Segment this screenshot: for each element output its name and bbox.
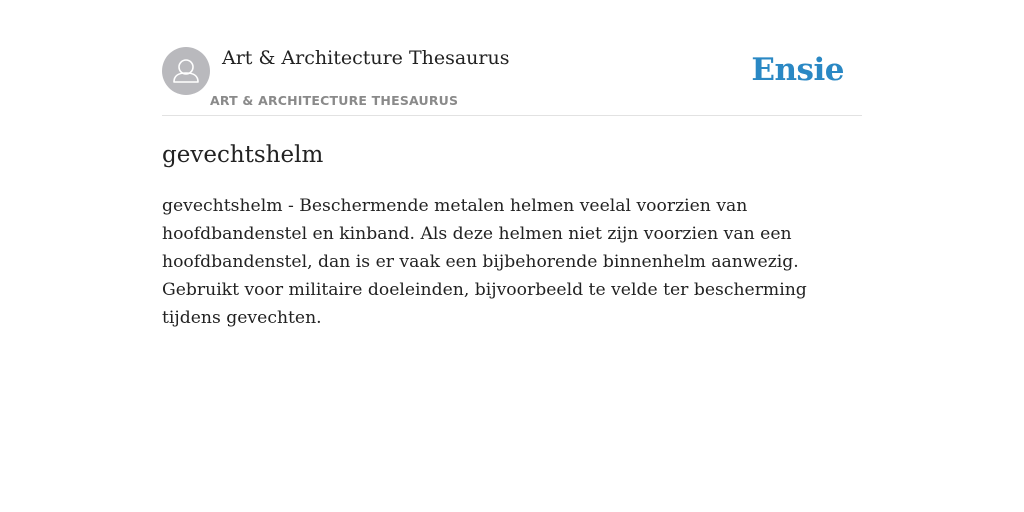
entry-header [162, 0, 862, 116]
entry-title: gevechtshelm [162, 142, 324, 168]
user-silhouette-icon [162, 47, 210, 95]
source-subtitle[interactable]: ART & ARCHITECTURE THESAURUS [210, 93, 459, 108]
user-avatar-icon[interactable] [162, 47, 210, 95]
entry-definition: gevechtshelm - Beschermende metalen helmen veelal voorzien van hoofdbandenstel en kinband. Als deze helmen niet zijn voorzien van een hoofdbandenstel, dan is er vaak een bijbehorende binnenhelm aanwezig. Gebruikt voor militaire doeleinden, bijvoorbeeld te velde ter bescherming tijdens gevechten. [162, 196, 807, 328]
entry-card [162, 0, 862, 328]
source-title[interactable]: Art & Architecture Thesaurus [222, 47, 510, 69]
brand-logo[interactable]: Ensie [751, 52, 844, 88]
